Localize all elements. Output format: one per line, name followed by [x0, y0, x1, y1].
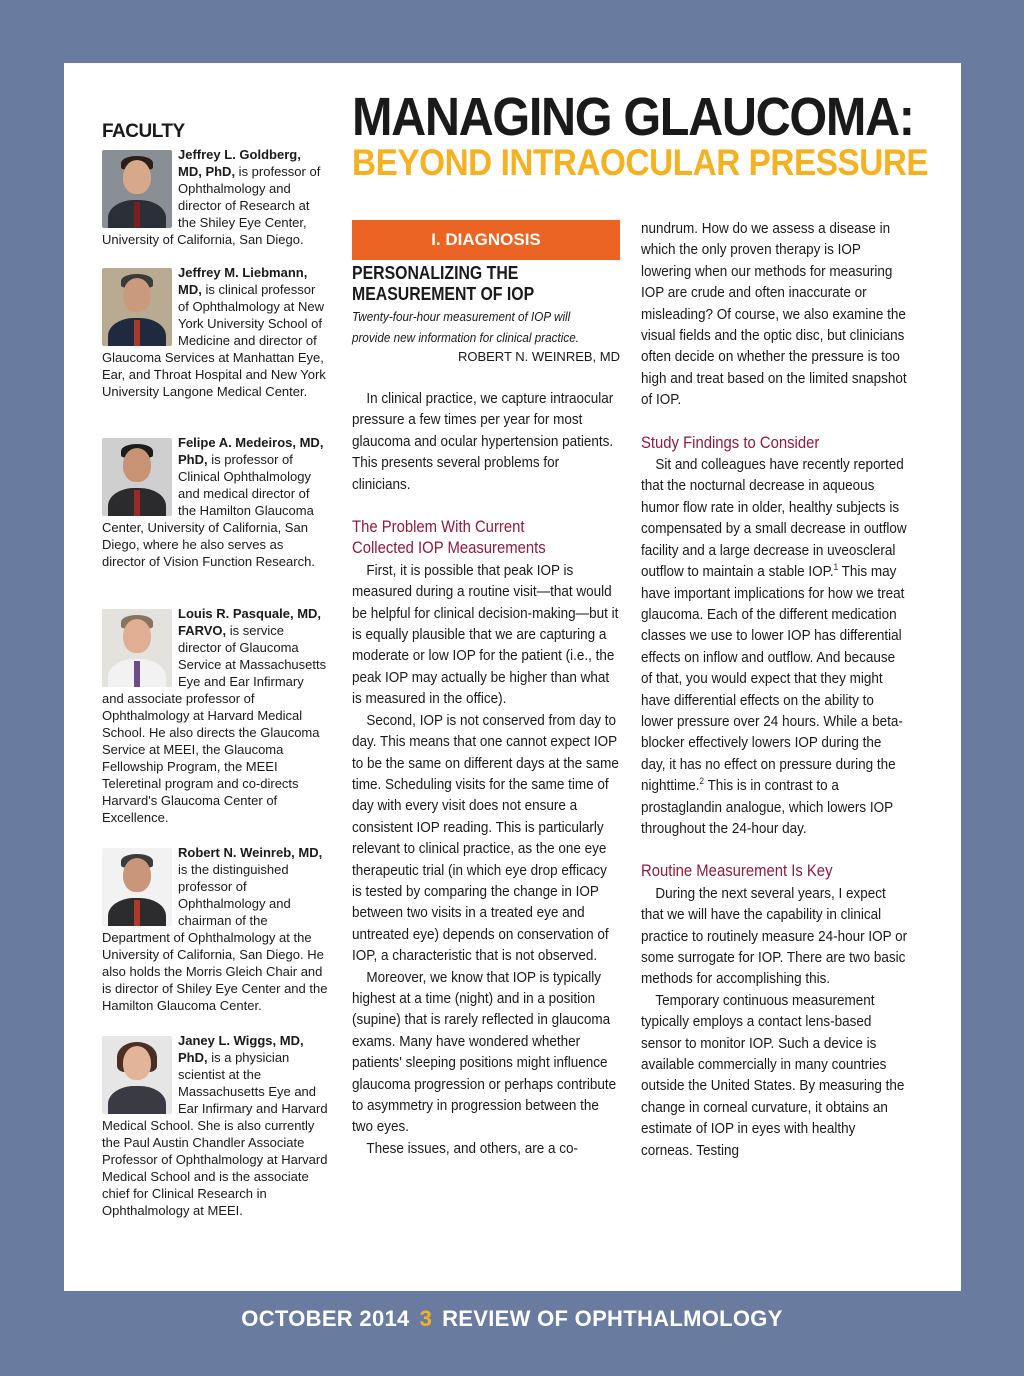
subheading: Routine Measurement Is Key — [641, 862, 833, 881]
footer-bar — [0, 1291, 1024, 1376]
paragraph: nundrum. How do we assess a disease in which the only proven therapy is IOP lowering when our methods for measuring IOP are crude and often inaccurate or misleading? Of course, we also examine the visual fields and the optic disc, but clinicians often decide on whether the pressure is too high and treat based on the limited snapshot of IOP. — [641, 220, 907, 409]
faculty-photo — [102, 848, 172, 926]
faculty-bio-pasquale: Louis R. Pasquale, MD, FARVO, is service director of Glaucoma Service at Massachusetts Eye and Ear Infirmary and associate professor of Ophthalmology at Harvard Medical School. He also directs the Glaucoma Service at MEEI, the Glaucoma Fellowship Program, the MEEI Teleretinal program and co-directs Harvard's Glaucoma Center of Excellence. — [102, 606, 327, 825]
article-deck: Twenty-four-hour measurement of IOP will provide new information for clinical practice. — [352, 309, 579, 345]
paragraph: These issues, and others, are a co- — [366, 1139, 579, 1157]
page-title: MANAGING GLAUCOMA: — [352, 87, 914, 147]
paragraph: In clinical practice, we capture intraocular pressure a few times per year for most glaucoma and ocular hypertension patients. This presents several problems for clinicians. — [352, 390, 614, 493]
paragraph: First, it is possible that peak IOP is measured during a routine visit—that would be helpful for clinical decision-making—but it is equally plausible that we are capturing a moderate or low IOP for the patient (i.e., the peak IOP may actually be higher than what is measured in the office). — [352, 561, 619, 708]
faculty-bio-wiggs: Janey L. Wiggs, MD, PhD, is a physician scientist at the Massachusetts Eye and Ear Infirmary and Harvard Medical School. She is also currently the Paul Austin Chandler Associate Professor of Ophthalmology at Harvard Medical School and is the associate chief for Clinical Research in Ophthalmology at MEEI. — [102, 1033, 328, 1218]
paragraph: During the next several years, I expect that we will have the capability in clinical practice to routinely measure 24-hour IOP or some surrogate for IOP. There are two basic methods for accomplishing this. — [641, 884, 908, 988]
subheading: The Problem With Current Collected IOP Measurements — [352, 518, 546, 558]
section-banner: I. DIAGNOSIS — [352, 220, 620, 260]
footer — [0, 1306, 1024, 1332]
article-column-2 — [641, 218, 909, 1161]
subheading: Study Findings to Consider — [641, 433, 820, 452]
paragraph: Temporary continuous measurement typically employs a contact lens-based sensor to monitor IOP. Such a device is available commercially in many countries outside the United States. By measuring the change in corneal curvature, it obtains an estimate of IOP in eyes with healthy corneas. Testing — [641, 991, 905, 1159]
page-subtitle: BEYOND INTRAOCULAR PRESSURE — [352, 142, 929, 183]
footer-publication: REVIEW OF OPHTHALMOLOGY — [442, 1306, 783, 1331]
faculty-bio-medeiros: Felipe A. Medeiros, MD, PhD, is professor of Clinical Ophthalmology and medical director of the Hamilton Glaucoma Center, University of California, San Diego, where he also serves as director of Vision Function Research. — [102, 435, 324, 569]
faculty-photo — [102, 438, 172, 516]
footer-date: OCTOBER 2014 — [241, 1306, 410, 1331]
paragraph: Second, IOP is not conserved from day to day. This means that one cannot expect IOP to be the same on different days at the same time. Scheduling visits for the same time of day with every visit does not ensure a consistent IOP reading. This is particularly relevant to clinical practice, as the one eye therapeutic trial (in which eye drop efficacy is tested by comparing the change in IOP between two visits in a treated eye and untreated eye) depends on conservation of IOP, a characteristic that is not observed. — [352, 711, 619, 965]
article-column-1 — [352, 388, 620, 1159]
faculty-bio-weinreb: Robert N. Weinreb, MD, is the distinguished professor of Ophthalmology and chairman of the Department of Ophthalmology at the University of California, San Diego. He also holds the Morris Gleich Chair and is director of Shiley Eye Center and the Hamilton Glaucoma Center. — [102, 845, 328, 1013]
faculty-photo — [102, 150, 172, 228]
article-title: PERSONALIZING THE MEASUREMENT OF IOP — [352, 263, 535, 304]
faculty-heading: FACULTY — [102, 121, 185, 142]
faculty-bio-goldberg: Jeffrey L. Goldberg, MD, PhD, is professor of Ophthalmology and director of Research at the Shiley Eye Center, University of California, San Diego. — [102, 147, 321, 247]
page-number: 3 — [419, 1306, 433, 1331]
faculty-photo — [102, 609, 172, 687]
faculty-photo — [102, 1036, 172, 1114]
faculty-bio-liebmann: Jeffrey M. Liebmann, MD, is clinical professor of Ophthalmology at New York University School of Medicine and director of Glaucoma Services at Manhattan Eye, Ear, and Throat Hospital and New York University Langone Medical Center. — [102, 265, 326, 399]
faculty-photo — [102, 268, 172, 346]
article-byline: ROBERT N. WEINREB, MD — [457, 349, 620, 364]
paragraph: Sit and colleagues have recently reported that the nocturnal decrease in aqueous humor flow rate in older, healthy subjects is compensated by a small decrease in outflow facility and a large decrease in uveoscleral outflow to maintain a stable IOP.$^1$ This may have important implications for how we treat glaucoma. Each of the different medication classes we use to lower IOP has differential effects on inflow and outflow. And because of that, you would expect that they might have differential effects on the ability to lower pressure over 24 hours. While a beta-blocker effectively lowers IOP during the day, it has no effect on pressure during the nighttime.$^2$ This is in contrast to a prostaglandin analogue, which lowers IOP throughout the 24-hour day. — [641, 456, 907, 837]
paragraph: Moreover, we know that IOP is typically highest at a time (night) and in a position (supine) that is rarely reflected in glaucoma exams. Many have wondered whether patients' sleeping positions might influence glaucoma progression or perhaps contribute to asymmetry in progression between the two eyes. — [352, 968, 617, 1136]
